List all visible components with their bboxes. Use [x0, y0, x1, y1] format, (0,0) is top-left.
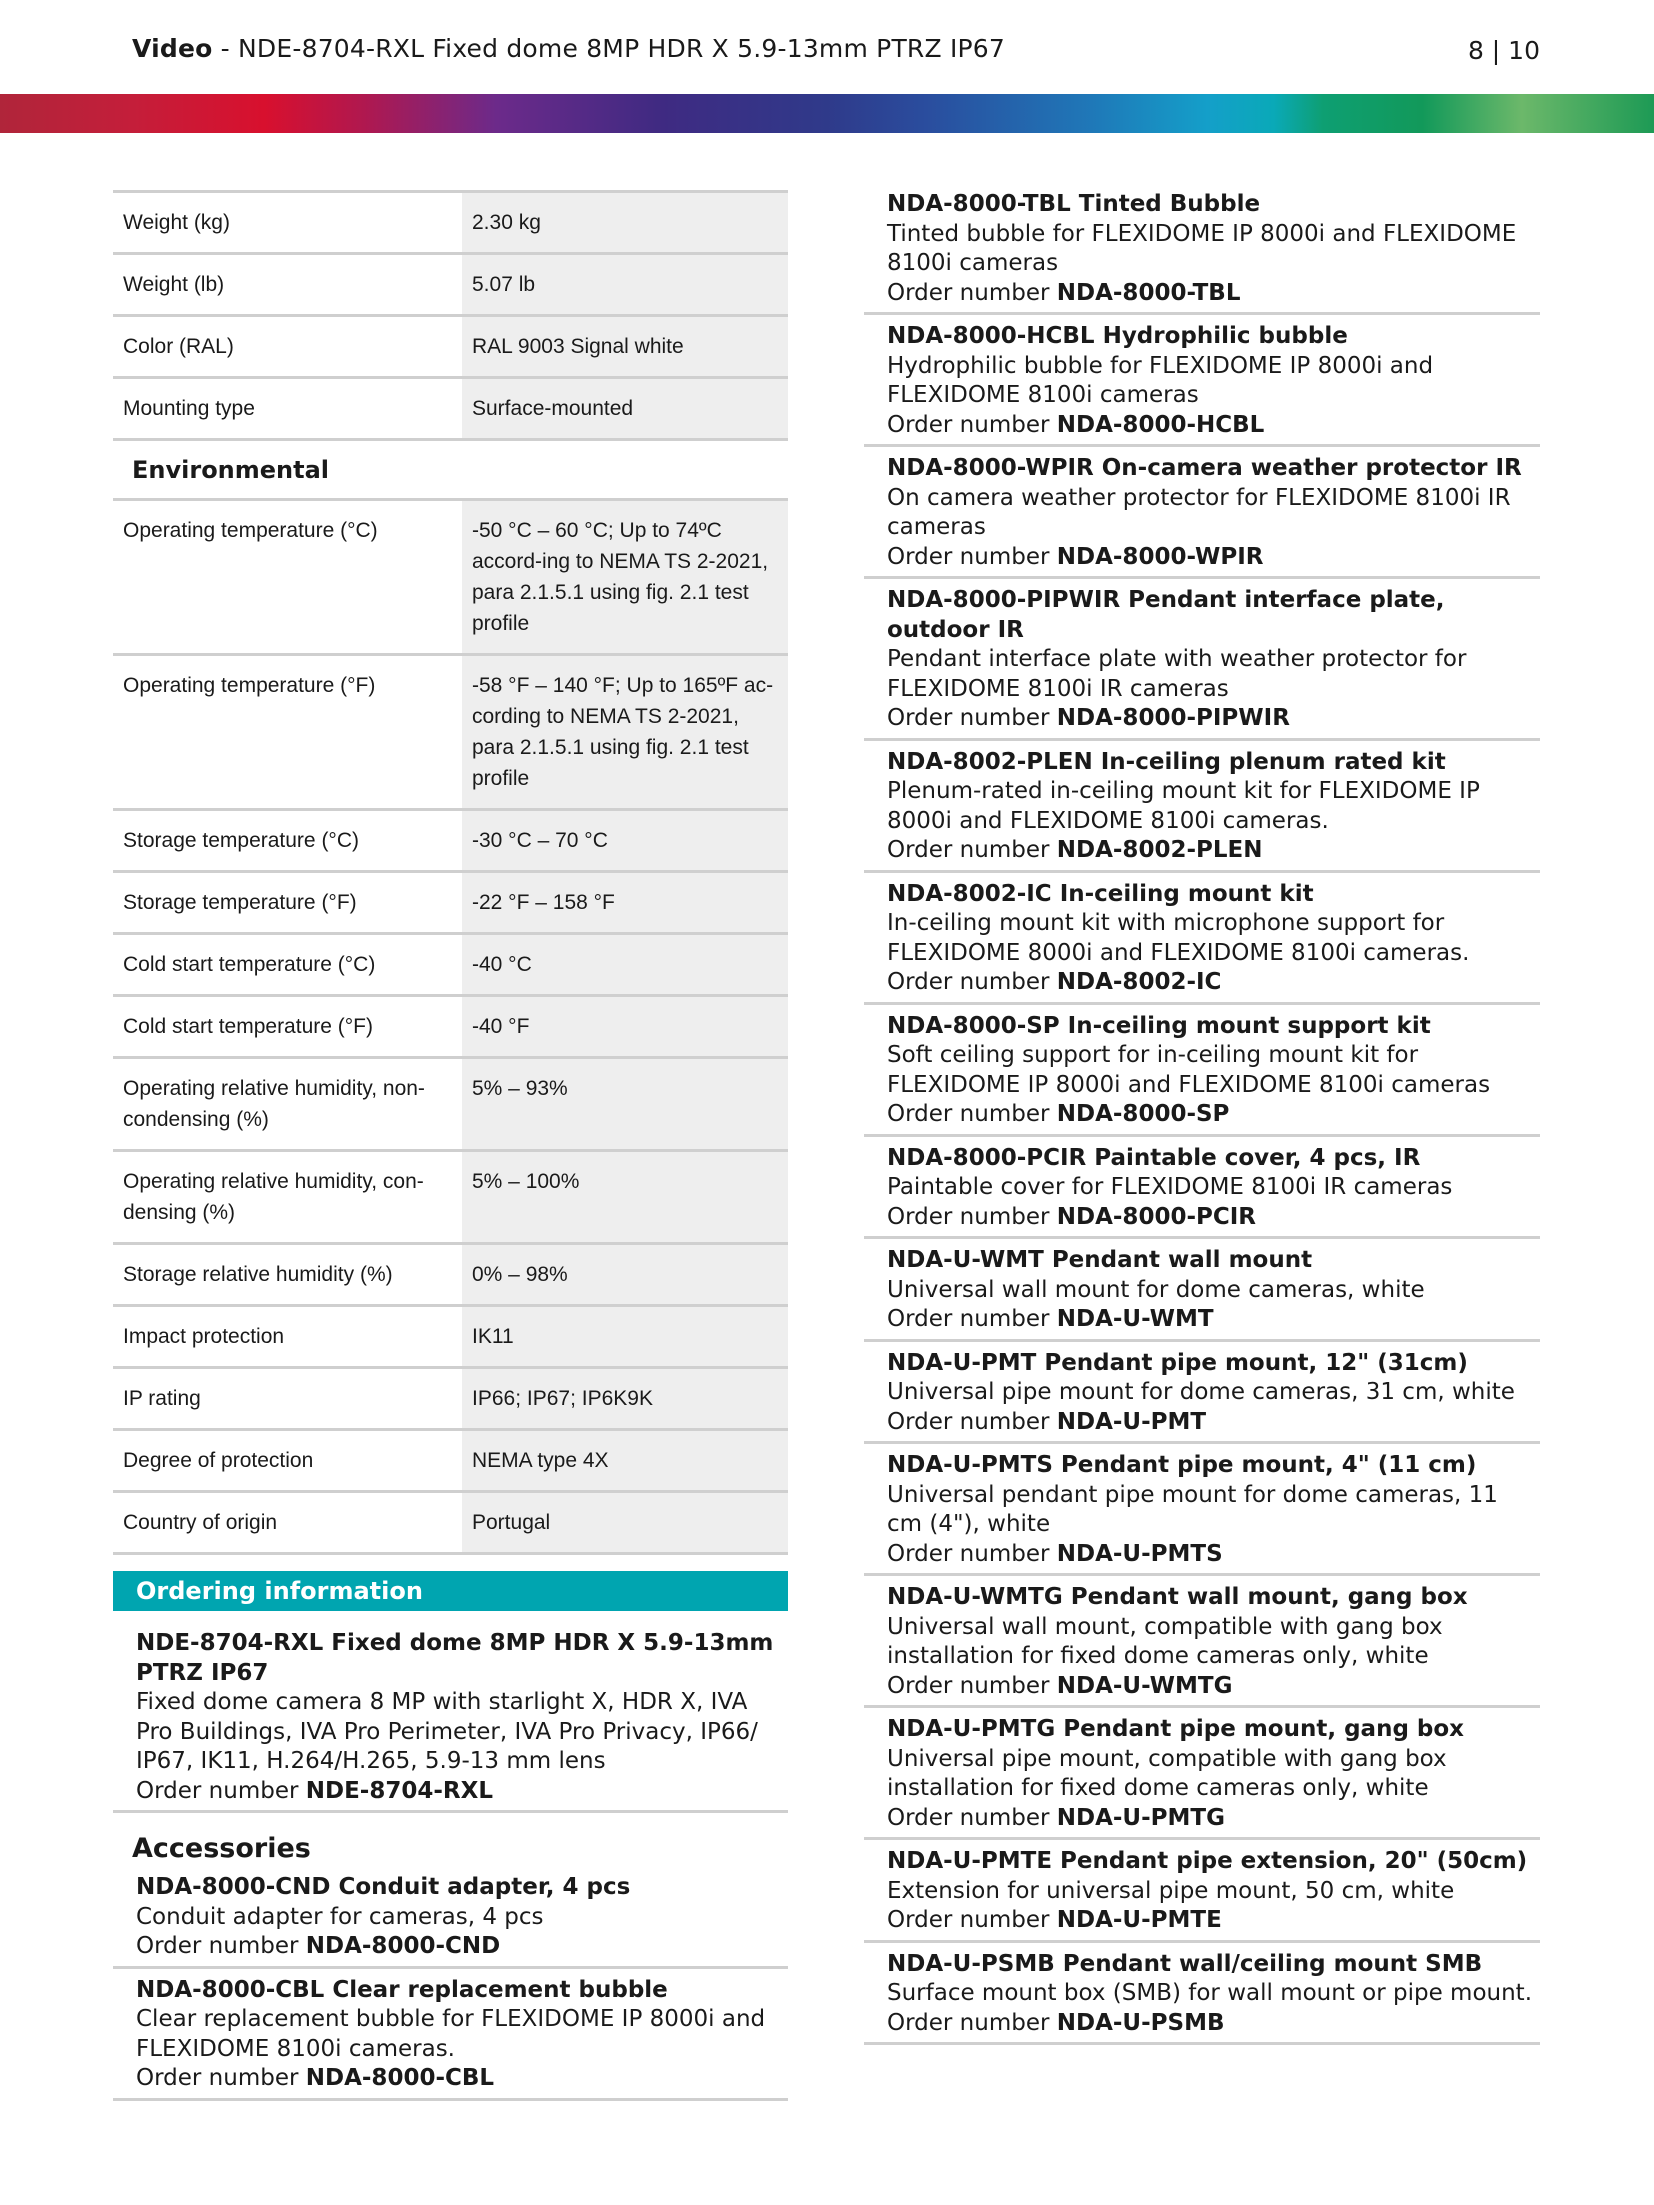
accessory-title: NDA-U-PSMB Pendant wall/ceiling mount SMB	[887, 1950, 1483, 1977]
accessory-desc: In-ceiling mount kit with microphone support for FLEXIDOME 8000i and FLEXIDOME 8100i cameras.	[887, 910, 1470, 966]
order-number: NDA-8000-WPIR	[1056, 543, 1264, 570]
order-number: NDA-8000-CND	[305, 1933, 501, 1959]
accessory-item	[864, 1708, 1540, 1840]
spec-label: Operating relative humidity, non-condensing (%)	[113, 1058, 462, 1151]
spec-label: Storage temperature (°C)	[113, 810, 462, 872]
accessory-title: NDA-U-PMTE Pendant pipe extension, 20" (50cm)	[887, 1848, 1528, 1874]
accessories-right-list	[864, 190, 1540, 2045]
spec-row	[113, 1244, 788, 1306]
accessory-desc: Soft ceiling support for in-ceiling mount kit for FLEXIDOME IP 8000i and FLEXIDOME 8100i cameras	[887, 1042, 1491, 1098]
order-number: NDA-U-PMTE	[1056, 1907, 1222, 1933]
accessory-title: NDA-8000-CBL Clear replacement bubble	[136, 1976, 668, 2003]
spec-value: NEMA type 4X	[462, 1430, 788, 1492]
accessory-item	[864, 579, 1540, 741]
order-number: NDA-8000-CBL	[305, 2065, 495, 2091]
accessories-left-list	[113, 1866, 788, 2101]
spec-value: -58 °F – 140 °F; Up to 165ºF ac-cording to NEMA TS 2-2021, para 2.1.5.1 using fig. 2.1 test profile	[462, 655, 788, 810]
accessory-order: Order number NDA-U-WMT	[887, 1306, 1214, 1332]
environmental-heading: Environmental	[113, 440, 462, 500]
ordering-heading: Ordering information	[113, 1571, 788, 1611]
accessory-title: NDA-U-PMT Pendant pipe mount, 12" (31cm)	[887, 1349, 1468, 1376]
accessory-order: Order number NDA-8000-SP	[887, 1101, 1230, 1127]
spec-row	[113, 192, 788, 254]
accessory-title: NDA-8000-WPIR On-camera weather protector IR	[887, 455, 1522, 481]
accessory-desc: On camera weather protector for FLEXIDOME 8100i IR cameras	[887, 484, 1511, 540]
accessory-order: Order number NDA-8000-TBL	[887, 279, 1241, 306]
accessory-order: Order number NDA-8000-PCIR	[887, 1203, 1257, 1230]
spec-value: 5.07 lb	[462, 254, 788, 316]
spec-label: Impact protection	[113, 1306, 462, 1368]
spec-label: Country of origin	[113, 1492, 462, 1554]
spec-value: -50 °C – 60 °C; Up to 74ºC accord-ing to NEMA TS 2-2021, para 2.1.5.1 using fig. 2.1 test profile	[462, 500, 788, 655]
spec-value: -30 °C – 70 °C	[462, 810, 788, 872]
spec-row	[113, 316, 788, 378]
order-number: NDA-8000-SP	[1056, 1101, 1230, 1127]
order-number: NDA-8002-PLEN	[1056, 837, 1263, 863]
spec-top-rows	[113, 192, 788, 440]
accessory-order: Order number NDA-U-WMTG	[887, 1672, 1233, 1699]
page-number: 8 | 10	[1467, 36, 1540, 65]
accessory-title: NDA-8000-CND Conduit adapter, 4 pcs	[136, 1874, 631, 1900]
accessory-order: Order number NDA-8000-WPIR	[887, 543, 1264, 570]
accessory-desc: Universal pendant pipe mount for dome cameras, 11 cm (4"), white	[887, 1481, 1498, 1537]
order-number: NDA-U-PMTG	[1056, 1804, 1225, 1831]
accessory-title: NDA-8002-PLEN In-ceiling plenum rated kit	[887, 748, 1446, 775]
order-number: NDA-8000-TBL	[1056, 279, 1241, 306]
spec-row	[113, 1492, 788, 1554]
spec-value: Surface-mounted	[462, 378, 788, 440]
accessory-order: Order number NDA-U-PMTE	[887, 1907, 1222, 1933]
spec-value: -22 °F – 158 °F	[462, 872, 788, 934]
accessory-item	[113, 1866, 788, 1969]
ordering-item-title: NDE-8704-RXL Fixed dome 8MP HDR X 5.9-13mm PTRZ IP67	[136, 1630, 774, 1686]
spec-label: Operating temperature (°C)	[113, 500, 462, 655]
accessory-order: Order number NDA-8002-PLEN	[887, 837, 1263, 863]
spec-value: IK11	[462, 1306, 788, 1368]
order-number: NDE-8704-RXL	[305, 1777, 494, 1804]
order-number: NDA-U-PSMB	[1056, 2009, 1225, 2036]
spec-label: Weight (lb)	[113, 254, 462, 316]
spec-value: 2.30 kg	[462, 192, 788, 254]
order-number: NDA-8002-IC	[1056, 969, 1222, 995]
accessory-title: NDA-U-WMT Pendant wall mount	[887, 1247, 1313, 1273]
environmental-heading-row	[113, 440, 788, 500]
accessory-item	[864, 1444, 1540, 1576]
ordering-item	[113, 1611, 788, 1813]
order-number: NDA-8000-HCBL	[1056, 411, 1265, 438]
accessory-title: NDA-8002-IC In-ceiling mount kit	[887, 880, 1314, 907]
spec-label: Weight (kg)	[113, 192, 462, 254]
spec-label: Storage relative humidity (%)	[113, 1244, 462, 1306]
spec-label: IP rating	[113, 1368, 462, 1430]
order-number: NDA-8000-PCIR	[1056, 1203, 1257, 1230]
accessory-desc: Tinted bubble for FLEXIDOME IP 8000i and FLEXIDOME 8100i cameras	[887, 220, 1517, 276]
spec-row	[113, 872, 788, 934]
spec-row	[113, 378, 788, 440]
accessory-desc: Universal pipe mount, compatible with gang box installation for fixed dome cameras only, white	[887, 1745, 1447, 1801]
spec-label: Cold start temperature (°C)	[113, 934, 462, 996]
accessory-order: Order number NDA-U-PMTG	[887, 1804, 1225, 1831]
accessory-order: Order number NDA-8002-IC	[887, 969, 1222, 995]
header-section: Video	[132, 34, 213, 63]
order-number: NDA-8000-PIPWIR	[1056, 705, 1290, 731]
spec-env-rows	[113, 500, 788, 1554]
accessory-desc: Paintable cover for FLEXIDOME 8100i IR cameras	[887, 1174, 1453, 1200]
spec-row	[113, 1368, 788, 1430]
spec-label: Operating temperature (°F)	[113, 655, 462, 810]
spec-value: 0% – 98%	[462, 1244, 788, 1306]
accessory-title: NDA-U-PMTG Pendant pipe mount, gang box	[887, 1716, 1465, 1742]
accessory-title: NDA-8000-TBL Tinted Bubble	[887, 191, 1261, 217]
ordering-item-desc: Fixed dome camera 8 MP with starlight X, HDR X, IVA Pro Buildings, IVA Pro Perimeter, IVA Pro Privacy, IP66/ IP67, IK11, H.264/H.265, 5.9-13 mm lens	[136, 1689, 758, 1774]
accessory-order: Order number NDA-U-PMT	[887, 1408, 1207, 1435]
spec-row	[113, 1306, 788, 1368]
accessory-item	[864, 1342, 1540, 1445]
accessory-title: NDA-8000-SP In-ceiling mount support kit	[887, 1012, 1431, 1039]
accessory-item	[864, 741, 1540, 873]
page-header: Video - NDE-8704-RXL Fixed dome 8MP HDR X 5.9-13mm PTRZ IP67	[132, 34, 1006, 63]
spec-label: Degree of protection	[113, 1430, 462, 1492]
accessory-desc: Universal wall mount for dome cameras, white	[887, 1276, 1425, 1303]
accessory-desc: Universal pipe mount for dome cameras, 31 cm, white	[887, 1379, 1515, 1405]
spec-label: Cold start temperature (°F)	[113, 996, 462, 1058]
accessory-desc: Hydrophilic bubble for FLEXIDOME IP 8000i and FLEXIDOME 8100i cameras	[887, 352, 1434, 408]
spec-row	[113, 1058, 788, 1151]
accessory-desc: Clear replacement bubble for FLEXIDOME IP 8000i and FLEXIDOME 8100i cameras.	[136, 2006, 766, 2062]
accessory-item	[113, 1969, 788, 2101]
spec-value: 5% – 100%	[462, 1151, 788, 1244]
spec-label: Mounting type	[113, 378, 462, 440]
accessory-item	[864, 1840, 1540, 1943]
accessory-desc: Universal wall mount, compatible with gang box installation for fixed dome cameras only, white	[887, 1613, 1443, 1669]
accessory-desc: Surface mount box (SMB) for wall mount or pipe mount.	[887, 1980, 1532, 2006]
accessory-item	[864, 1239, 1540, 1342]
spec-row	[113, 1430, 788, 1492]
spec-row	[113, 996, 788, 1058]
spec-value: 5% – 93%	[462, 1058, 788, 1151]
accessory-order: Order number NDA-8000-CND	[136, 1933, 501, 1959]
accessory-item	[864, 1943, 1540, 2046]
accessory-title: NDA-U-WMTG Pendant wall mount, gang box	[887, 1584, 1468, 1610]
spec-row	[113, 810, 788, 872]
accessory-desc: Extension for universal pipe mount, 50 cm, white	[887, 1877, 1455, 1904]
spec-label: Storage temperature (°F)	[113, 872, 462, 934]
order-number: NDA-U-WMTG	[1056, 1672, 1233, 1699]
spec-row	[113, 500, 788, 655]
accessory-order: Order number NDA-8000-HCBL	[887, 411, 1265, 438]
spec-value: -40 °F	[462, 996, 788, 1058]
accessory-title: NDA-8000-HCBL Hydrophilic bubble	[887, 323, 1348, 349]
spec-value: RAL 9003 Signal white	[462, 316, 788, 378]
spec-row	[113, 1151, 788, 1244]
spec-table	[113, 190, 788, 1555]
spec-row	[113, 934, 788, 996]
order-number: NDA-U-WMT	[1056, 1306, 1214, 1332]
ordering-item-order: Order number NDE-8704-RXL	[136, 1777, 494, 1804]
spec-row	[113, 655, 788, 810]
accessory-desc: Conduit adapter for cameras, 4 pcs	[136, 1903, 544, 1930]
header-title: NDE-8704-RXL Fixed dome 8MP HDR X 5.9-13mm PTRZ IP67	[238, 34, 1006, 63]
spec-value: Portugal	[462, 1492, 788, 1554]
accessory-item	[864, 1137, 1540, 1240]
spec-row	[113, 254, 788, 316]
accessory-item	[864, 873, 1540, 1005]
accessory-item	[864, 1576, 1540, 1708]
spec-value: IP66; IP67; IP6K9K	[462, 1368, 788, 1430]
left-column	[113, 190, 788, 2101]
accessories-heading: Accessories	[132, 1833, 311, 1864]
accessory-item	[864, 447, 1540, 579]
accessory-title: NDA-U-PMTS Pendant pipe mount, 4" (11 cm)	[887, 1452, 1477, 1478]
accessory-order: Order number NDA-U-PMTS	[887, 1540, 1223, 1567]
accessory-order: Order number NDA-8000-PIPWIR	[887, 705, 1290, 731]
order-number: NDA-U-PMTS	[1056, 1540, 1223, 1567]
accessory-desc: Pendant interface plate with weather protector for FLEXIDOME 8100i IR cameras	[887, 646, 1467, 702]
spec-value: -40 °C	[462, 934, 788, 996]
accessory-item	[864, 315, 1540, 447]
order-number: NDA-U-PMT	[1056, 1408, 1207, 1435]
accessory-item	[864, 190, 1540, 315]
brand-color-band	[0, 94, 1654, 133]
accessory-desc: Plenum-rated in-ceiling mount kit for FLEXIDOME IP 8000i and FLEXIDOME 8100i cameras.	[887, 778, 1480, 834]
spec-label: Operating relative humidity, con-densing (%)	[113, 1151, 462, 1244]
accessory-title: NDA-8000-PIPWIR Pendant interface plate, outdoor IR	[887, 587, 1445, 643]
accessory-title: NDA-8000-PCIR Paintable cover, 4 pcs, IR	[887, 1144, 1421, 1171]
accessory-order: Order number NDA-U-PSMB	[887, 2009, 1225, 2036]
accessory-order: Order number NDA-8000-CBL	[136, 2065, 495, 2091]
spec-label: Color (RAL)	[113, 316, 462, 378]
accessory-item	[864, 1005, 1540, 1137]
